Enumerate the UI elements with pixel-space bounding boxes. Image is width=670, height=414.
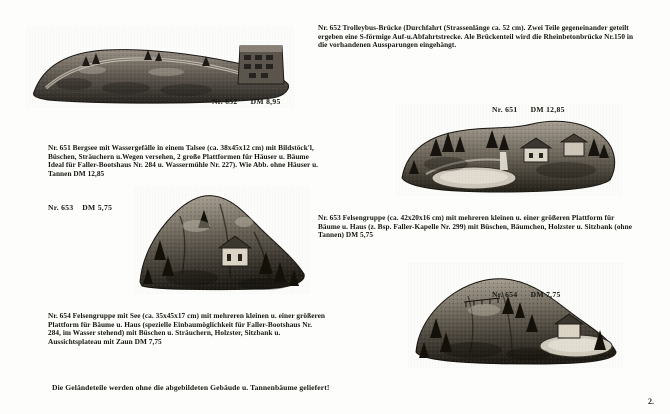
description-651: Nr. 651 Bergsee mit Wassergefälle in einem Talsee (ca. 38x45x12 cm) mit Bildstöck'l, Büschen, Sträuchern u.Wegen versehen, 2 große Plattformen für Häuser u. Bäume Ideal für Faller-Bootshaus Nr. 284 u. Wassermühle Nr. 227). Wie Abb. ohne Häuser u. Tannen DM 12,85: [48, 143, 320, 178]
description-653: Nr. 653 Felsengruppe (ca. 42x20x16 cm) mit mehreren kleinen u. einer größeren Plattform für Bäume u. Haus (z. Bsp. Faller-Kapelle Nr. 299) mit Büschen, Bäumchen, Holzster u. Sitzbank (ohne Tannen) DM 5,75: [318, 213, 634, 240]
caption-651: Nr. 651 DM 12,85: [492, 105, 565, 114]
caption-652: Nr. 652 DM 8,95: [212, 97, 281, 106]
model-photo-653: [134, 186, 310, 294]
caption-654: Nr. 654 DM 7,75: [492, 290, 561, 299]
model-photo-651: [396, 104, 622, 196]
page-number: 2.: [648, 397, 654, 406]
description-654: Nr. 654 Felsengruppe mit See (ca. 35x45x17 cm) mit mehreren kleinen u. einer größeren Plattform für Bäume u. Haus (spezielle Einbaumöglichkeit für Faller-Bootshaus Nr. 284, im Wasser stehend) mit Büschen u. Sträuchern, Holzster, Sitzbank u. Aussichtsplateau mit Zaun DM 7,75: [48, 311, 327, 346]
caption-653: Nr. 653 DM 5,75: [48, 203, 113, 212]
model-photo-654: [408, 262, 624, 368]
model-photo-652: [26, 26, 294, 108]
footer-note: Die Geländeteile werden ohne die abgebildeten Gebäude u. Tannenbäume geliefert!: [52, 383, 330, 392]
description-652: Nr. 652 Trolleybus-Brücke (Durchfahrt (Strassenlänge ca. 52 cm). Zwei Teile gegeneinander geteilt ergeben eine S-förmige Auf-u.Abfahrtstrecke. Ale Brückenteil wird die Rheinbetonbrücke Nr.150 in die vorhandenen Aussparungen eingehängt.: [318, 23, 635, 50]
